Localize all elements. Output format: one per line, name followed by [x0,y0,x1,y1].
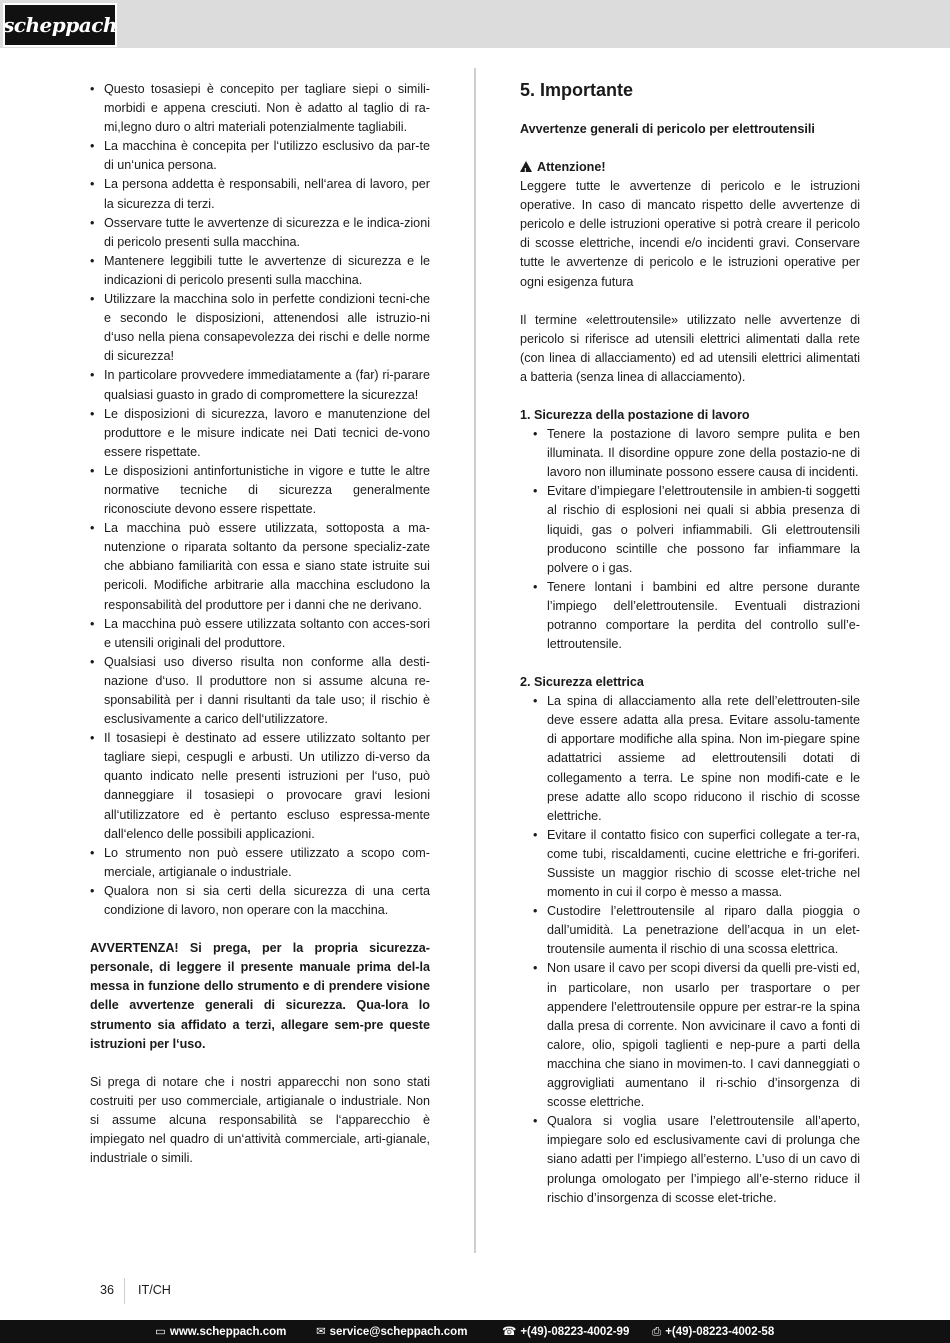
column-divider [474,68,476,1253]
attention-heading [520,158,860,177]
page-number: 36 [100,1283,115,1297]
section1-heading: 1. Sicurezza della postazione di lavoro [520,408,750,423]
list-item: • Non usare il cavo per scopi diversi da quelli pre-visti ed, in particolare, non usarlo per trasportare o per appendere l’elettroutensile oppure per estrar-re la spina dalla presa di corrente. Non avvicinare il cavo a fonti di calore, olio, spigoli taglienti e nep-pure a parti della macchina che siano in movimen-to. I cavi danneggiati o aggrovigliati aumentano il ri-schio d’insorgenza di scosse elettriche. [533,959,860,1112]
list-item: • Utilizzare la macchina solo in perfette condizioni tecni-che e secondo le disposizioni, attenendosi alle istruzio-ni d‘uso nella piena consapevolezza dei rischi e delle norme di sicurezza! [90,290,430,366]
safety-list [90,80,430,920]
header-bar [0,0,950,48]
list-item: • Lo strumento non può essere utilizzato a scopo com-merciale, artigianale o industriale. [90,844,430,882]
left-column [90,80,430,1168]
list-item: • La macchina può essere utilizzata, sottoposta a ma-nutenzione o riparata soltanto da persone specializ-zate che abbiano familiarità con essa e siano state istruite sui pericoli. Modifiche arbitrarie alla macchina escludono la responsabilità del produttore per i danni che ne derivano. [90,519,430,614]
phone-info [502,1324,629,1338]
attention-paragraph: Leggere tutte le avvertenze di pericolo e le istruzioni operative. In caso di mancato rispetto delle avvertenze di pericolo e delle istruzioni operative si potrà creare il pericolo di scosse elettriche, incendi e/o incidenti gravi. Conservare tutte le avvertenze di pericolo e le istruzioni operative per ogni esigenza futura [520,179,860,289]
section-title: 5. Importante [520,80,634,100]
scheppach-logo [3,3,117,47]
attention-label: Attenzione! [537,160,606,174]
phone-icon: ☎ [502,1324,517,1338]
list-item: • La persona addetta è responsabili, nell‘area di lavoro, per la sicurezza di terzi. [90,175,430,213]
list-item: • Mantenere leggibili tutte le avvertenze di sicurezza e le indicazioni di pericolo presenti sulla macchina. [90,252,430,290]
fax-text: +(49)-08223-4002-58 [665,1326,775,1338]
list-item: • Il tosasiepi è destinato ad essere utilizzato soltanto per tagliare siepi, cespugli e arbusti. Un utilizzo di-verso da quanto indicato nelle presenti istruzioni per l‘uso, può danneggiare il tosasiepi o provocare gravi lesioni all‘utilizzatore ed è pertanto escluso espressa-mente dall‘elenco delle possibili applicazioni. [90,729,430,844]
list-item: • Qualora non si sia certi della sicurezza di una certa condizione di lavoro, non operare con la macchina. [90,882,430,920]
list-item: • Evitare d’impiegare l’elettroutensile in ambien-ti soggetti al rischio di esplosioni nei quali si abbia presenza di liquidi, gas o polveri infiammabili. Gli elettroutensili producono scintille che possono far infiammare la polvere o i gas. [533,482,860,577]
warning-triangle-icon [520,161,532,172]
term-paragraph: Il termine «elettroutensile» utilizzato nelle avvertenze di pericolo si riferisce ad utensili elettrici alimentati dalla rete (con linea di allacciamento) ed ad utensili elettrici alimentati a batteria (senza linea di allacciamento). [520,312,860,384]
fax-info [652,1324,774,1339]
website-text: www.scheppach.com [169,1326,287,1338]
list-item: • Le disposizioni di sicurezza, lavoro e manutenzione del produttore e le misure indicate nei Dati tecnici de-vono essere rispettate. [90,405,430,462]
email-link[interactable] [316,1324,467,1338]
list-item: • Le disposizioni antinfortunistiche in vigore e tutte le altre normative tecniche di sicurezza generalmente riconosciute devono essere rispettate. [90,462,430,519]
section1-list [520,425,860,654]
region-code: IT/CH [138,1283,171,1297]
computer-icon: ▭ [155,1324,166,1338]
list-item: • Tenere lontani i bambini ed altre persone durante l’impiego dell’elettroutensile. Eventuali distrazioni potranno comportare la perdita del controllo sull’e-lettroutensile. [533,578,860,654]
mail-icon: ✉ [316,1324,326,1338]
website-link[interactable] [155,1324,286,1338]
list-item: • Tenere la postazione di lavoro sempre pulita e ben illuminata. Il disordine oppure zone della postazio-ne di lavoro non illuminate possono essere causa di incidenti. [533,425,860,482]
email-text: service@scheppach.com [329,1326,468,1338]
section-subtitle: Avvertenze generali di pericolo per elettroutensili [520,122,815,136]
list-item: • Osservare tutte le avvertenze di sicurezza e le indica-zioni di pericolo presenti sulla macchina. [90,214,430,252]
section2-list [520,692,860,1208]
note-paragraph: Si prega di notare che i nostri apparecchi non sono stati costruiti per uso commerciale, artigianale o industriale. Non si assume alcuna responsabilità se l‘apparecchio è impiegato nel quadro di un‘attività commerciale, arti-gianale, industriale o simili. [90,1074,430,1166]
phone-text: +(49)-08223-4002-99 [520,1326,630,1338]
contact-bar [0,1320,950,1343]
list-item: • Questo tosasiepi è concepito per tagliare siepi o simili-morbidi e appena cresciuti. Non è adatto al taglio di ra-mi,legno duro o altri materiali potenzialmente tagliabili. [90,80,430,137]
fax-icon: ⎙ [652,1324,662,1338]
list-item: • La macchina è concepita per l‘utilizzo esclusivo da par-te di un‘unica persona. [90,137,430,175]
list-item: • La spina di allacciamento alla rete dell’elettrouten-sile deve essere adatta alla presa. Evitare assolu-tamente di apportare modifiche alla spina. Non im-piegare spine adattatrici assieme ad elettroutensili dotati di collegamento a terra. Le spine non modifi-cate e le prese adatte allo scopo riducono il rischio di scosse elettriche. [533,692,860,826]
list-item: • In particolare provvedere immediatamente a (far) ri-parare qualsiasi guasto in grado di compromettere la sicurezza! [90,366,430,404]
logo-text: scheppach [3,13,117,37]
list-item: • Qualora si voglia usare l’elettroutensile all’aperto, impiegare solo ed esclusivamente cavi di prolunga che siano adatti per l’impiego all’esterno. L’uso di un cavo di prolunga omologato per l’impiego all’e-sterno riduce il rischio d’insorgenza di scosse elet-triche. [533,1112,860,1207]
list-item: • La macchina può essere utilizzata soltanto con acces-sori e utensili originali del produttore. [90,615,430,653]
footer-separator [124,1278,125,1304]
section2-heading: 2. Sicurezza elettrica [520,675,644,690]
list-item: • Qualsiasi uso diverso risulta non conforme alla desti-nazione d‘uso. Il produttore non si assume alcuna re-sponsabilità per i danni risultanti da tale uso; il rischio è esclusivamente a carico dell‘utilizzatore. [90,653,430,729]
right-column [520,80,860,1208]
list-item: • Evitare il contatto fisico con superfici collegate a ter-ra, come tubi, riscaldamenti, cucine elettriche e fri-goriferi. Sussiste un maggior rischio di scosse elet-triche nel momento in cui il corpo è messo a massa. [533,826,860,902]
list-item: • Custodire l’elettroutensile al riparo dalla pioggia o dall’umidità. La penetrazione dell’acqua in un elet-troutensile aumenta il rischio di una scossa elettrica. [533,902,860,959]
warning-paragraph: AVVERTENZA! Si prega, per la propria sicurezza-personale, di leggere il presente manuale prima del-la messa in funzione dello strumento e di prendere visione delle avvertenze generali di sicurezza. Qua-lora lo strumento sia affidato a terzi, allegare sem-pre queste istruzioni per l‘uso. [90,941,430,1051]
